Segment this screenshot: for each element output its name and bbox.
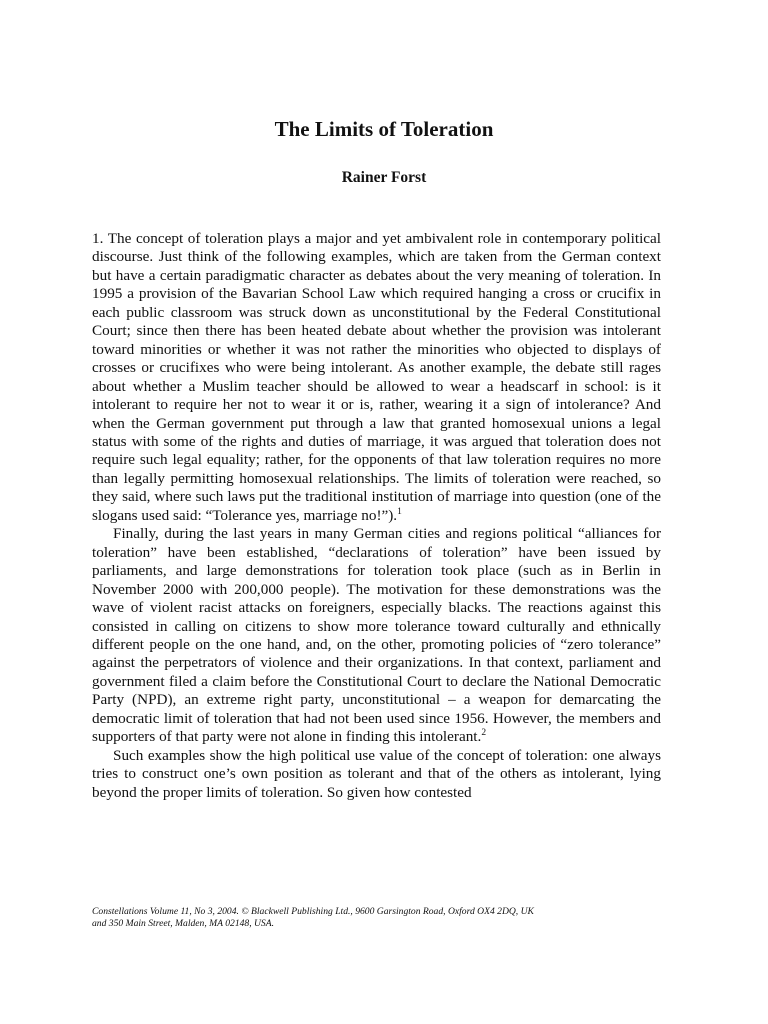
article-author: Rainer Forst	[341, 169, 427, 186]
paragraph-text: Such examples show the high political use value of the concept of toleration: one always tries to construct one’s own position as tolerant and that of the others as intolerant, lying beyond the proper limits of toleration. So given how contested	[92, 746, 661, 801]
body-paragraph	[92, 747, 661, 802]
footnote-marker: 1	[397, 506, 402, 517]
paragraph-text: Finally, during the last years in many German cities and regions political “alliances for toleration” have been established, “declarations of toleration” have been issued by parliaments, and large demonstrations for toleration took place (such as in Berlin in November 2000 with 200,000 people). The motivation for these demonstrations was the wave of violent racist attacks on foreigners, especially blacks. The reactions against this consisted in calling on citizens to show more tolerance toward culturally and ethnically different people on the one hand, and, on the other, promoting policies of “zero tolerance” against the perpetrators of violence and their organizations. In that context, parliament and government filed a claim before the Constitutional Court to declare the National Democratic Party (NPD), an extreme right party, unconstitutional – a weapon for demarcating the democratic limit of toleration that had not been used since 1956. However, the members and supporters of that party were not alone in finding this intolerant.	[92, 525, 661, 746]
footer-line: and 350 Main Street, Malden, MA 02148, USA.	[92, 917, 274, 929]
publication-footer	[92, 906, 661, 929]
body-paragraph	[92, 525, 661, 746]
body-paragraph	[92, 230, 661, 525]
article-title: The Limits of Toleration	[274, 117, 494, 141]
footnote-marker: 2	[481, 728, 487, 739]
paragraph-text: 1. The concept of toleration plays a major and yet ambivalent role in contemporary political discourse. Just think of the following examples, which are taken from the German context but have a certain paradigmatic character as debates about the very meaning of toleration. In 1995 a provision of the Bavarian School Law which required hanging a cross or crucifix in each public classroom was struck down as unconstitutional by the Federal Constitutional Court; since then there has been heated debate about whether the provision was intolerant toward minorities or whether it was not rather the minorities who objected to displays of crosses or crucifixes who were being intolerant. As another example, the debate still rages about whether a Muslim teacher should be allowed to wear a headscarf in school: is it intolerant to require her not to wear it or is, rather, wearing it a sign of intolerance? And when the German government put through a law that granted homosexual unions a legal status with some of the rights and duties of marriage, it was argued that toleration does not require such legal equality; rather, for the opponents of that law toleration requires no more than legally permitting homosexual relationships. The limits of toleration were reached, so they said, where such laws put the traditional institution of marriage into question (one of the slogans used said: “Tolerance yes, marriage no!”).	[92, 230, 661, 524]
article-body	[92, 230, 661, 802]
footer-line: Constellations Volume 11, No 3, 2004. © Blackwell Publishing Ltd., 9600 Garsington Road, Oxford OX4 2DQ, UK	[92, 906, 534, 917]
